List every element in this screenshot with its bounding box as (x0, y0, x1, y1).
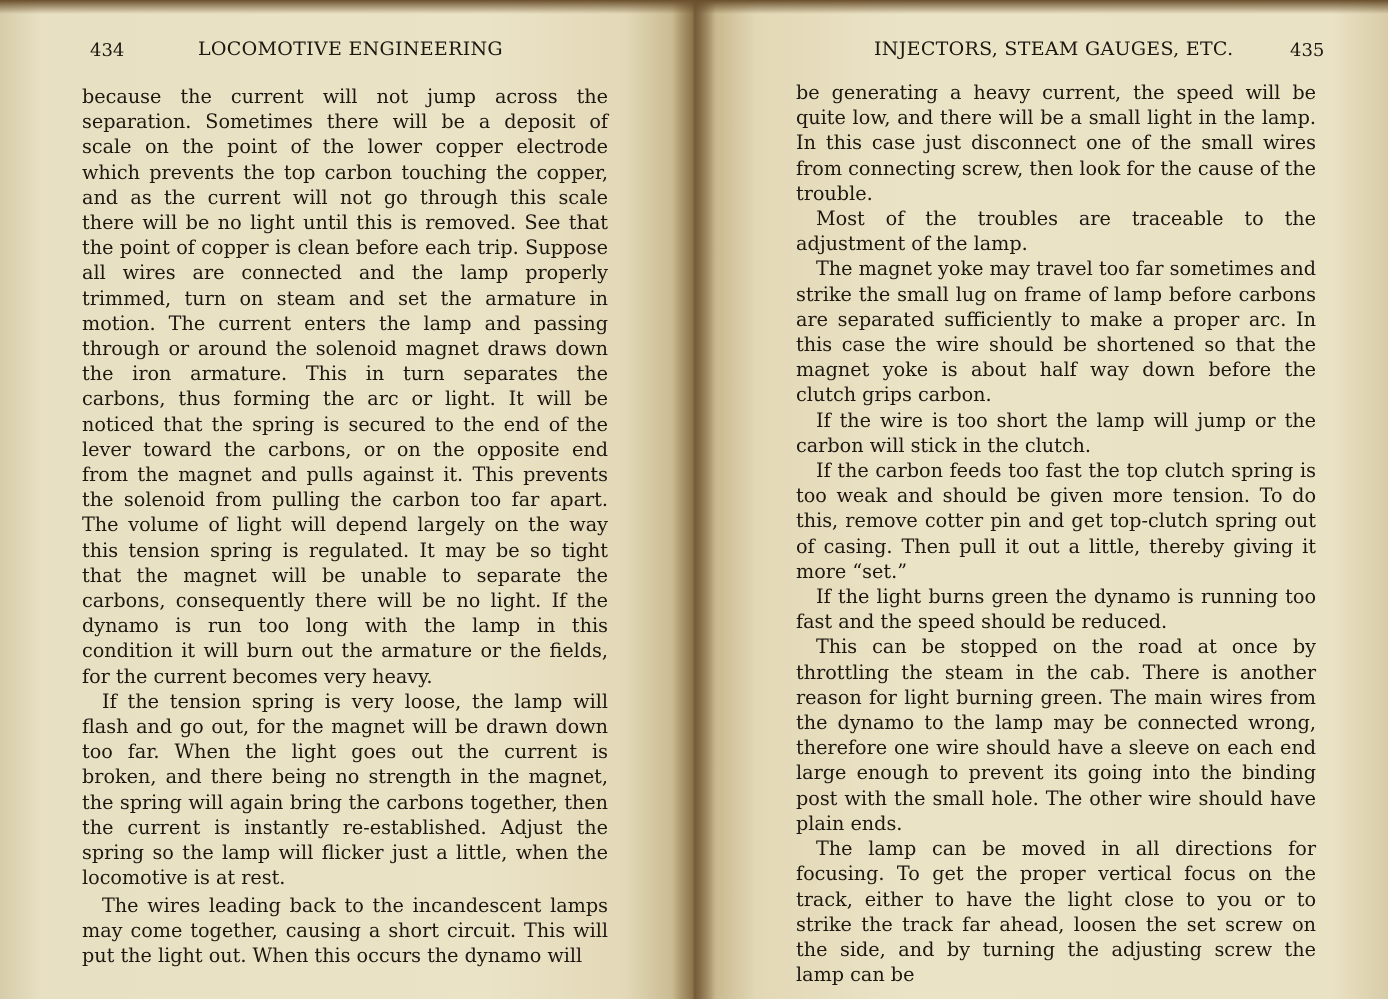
paragraph: because the current will not jump across the separation. Sometimes there will be a deposit of scale on the point of the lower copper electrode which prevents the top carbon touching the copper, and as the current will not go through this scale there will be no light until this is removed. See that the point of copper is clean before each trip. Suppose all wires are connected and the lamp properly trimmed, turn on steam and set the armature in motion. The current enters the lamp and passing through or around the solenoid magnet draws down the iron armature. This in turn separates the carbons, thus forming the arc or light. It will be noticed that the spring is secured to the end of the lever toward the carbons, or on the opposite end from the magnet and pulls against it. This prevents the solenoid from pulling the carbon too far apart. The volume of light will depend largely on the way this tension spring is regulated. It may be so tight that the magnet will be unable to separate the carbons, consequently there will be no light. If the dynamo is run too long with the lamp in this condition it will burn out the armature or the fields, for the current becomes very heavy. (82, 85, 608, 688)
paragraph: The lamp can be moved in all directions for focusing. To get the proper vertical focus on the track, either to have the light close to you or to strike the track far ahead, loosen the set screw on the side, and by turning the adjusting screw the lamp can be (796, 837, 1316, 987)
paragraph: If the wire is too short the lamp will jump or the carbon will stick in the clutch. (796, 408, 1316, 457)
paragraph: If the tension spring is very loose, the lamp will flash and go out, for the magnet will be drawn down too far. When the light goes out the current is broken, and there being no strength in the magnet, the spring will again bring the carbons together, then the current is instantly re-established. Adjust the spring so the lamp will flicker just a little, when the locomotive is at rest. (82, 689, 608, 890)
page-edge-shadow (0, 0, 1388, 14)
paragraph: The magnet yoke may travel too far sometimes and strike the small lug on frame of lamp before carbons are separated sufficiently to make a proper arc. In this case the wire should be shortened so that the magnet yoke is about half way down before the clutch grips carbon. (796, 257, 1316, 407)
running-head: LOCOMOTIVE ENGINEERING (198, 38, 503, 60)
page-body (82, 84, 608, 968)
page-body (796, 80, 1316, 987)
paragraph: The wires leading back to the incandescent lamps may come together, causing a short circuit. This will put the light out. When this occurs the dynamo will (82, 893, 608, 967)
paragraph: If the light burns green the dynamo is running too fast and the speed should be reduced. (796, 585, 1316, 634)
running-head: INJECTORS, STEAM GAUGES, ETC. (874, 38, 1234, 60)
book-gutter (672, 0, 716, 999)
right-page (694, 0, 1388, 999)
paragraph: be generating a heavy current, the speed will be quite low, and there will be a small light in the lamp. In this case just disconnect one of the small wires from connecting screw, then look for the cause of the trouble. (796, 81, 1316, 205)
page-number: 435 (1290, 40, 1325, 61)
paragraph: This can be stopped on the road at once by throttling the steam in the cab. There is another reason for light burning green. The main wires from the dynamo to the lamp may be connected wrong, therefore one wire should have a sleeve on each end large enough to prevent its going into the binding post with the small hole. The other wire should have plain ends. (796, 635, 1316, 835)
page-number: 434 (90, 40, 125, 61)
paragraph: If the carbon feeds too fast the top clutch spring is too weak and should be given more tension. To do this, remove cotter pin and get top-clutch spring out of casing. Then pull it out a little, thereby giving it more “set.” (796, 459, 1316, 583)
paragraph: Most of the troubles are traceable to the adjustment of the lamp. (796, 207, 1316, 256)
